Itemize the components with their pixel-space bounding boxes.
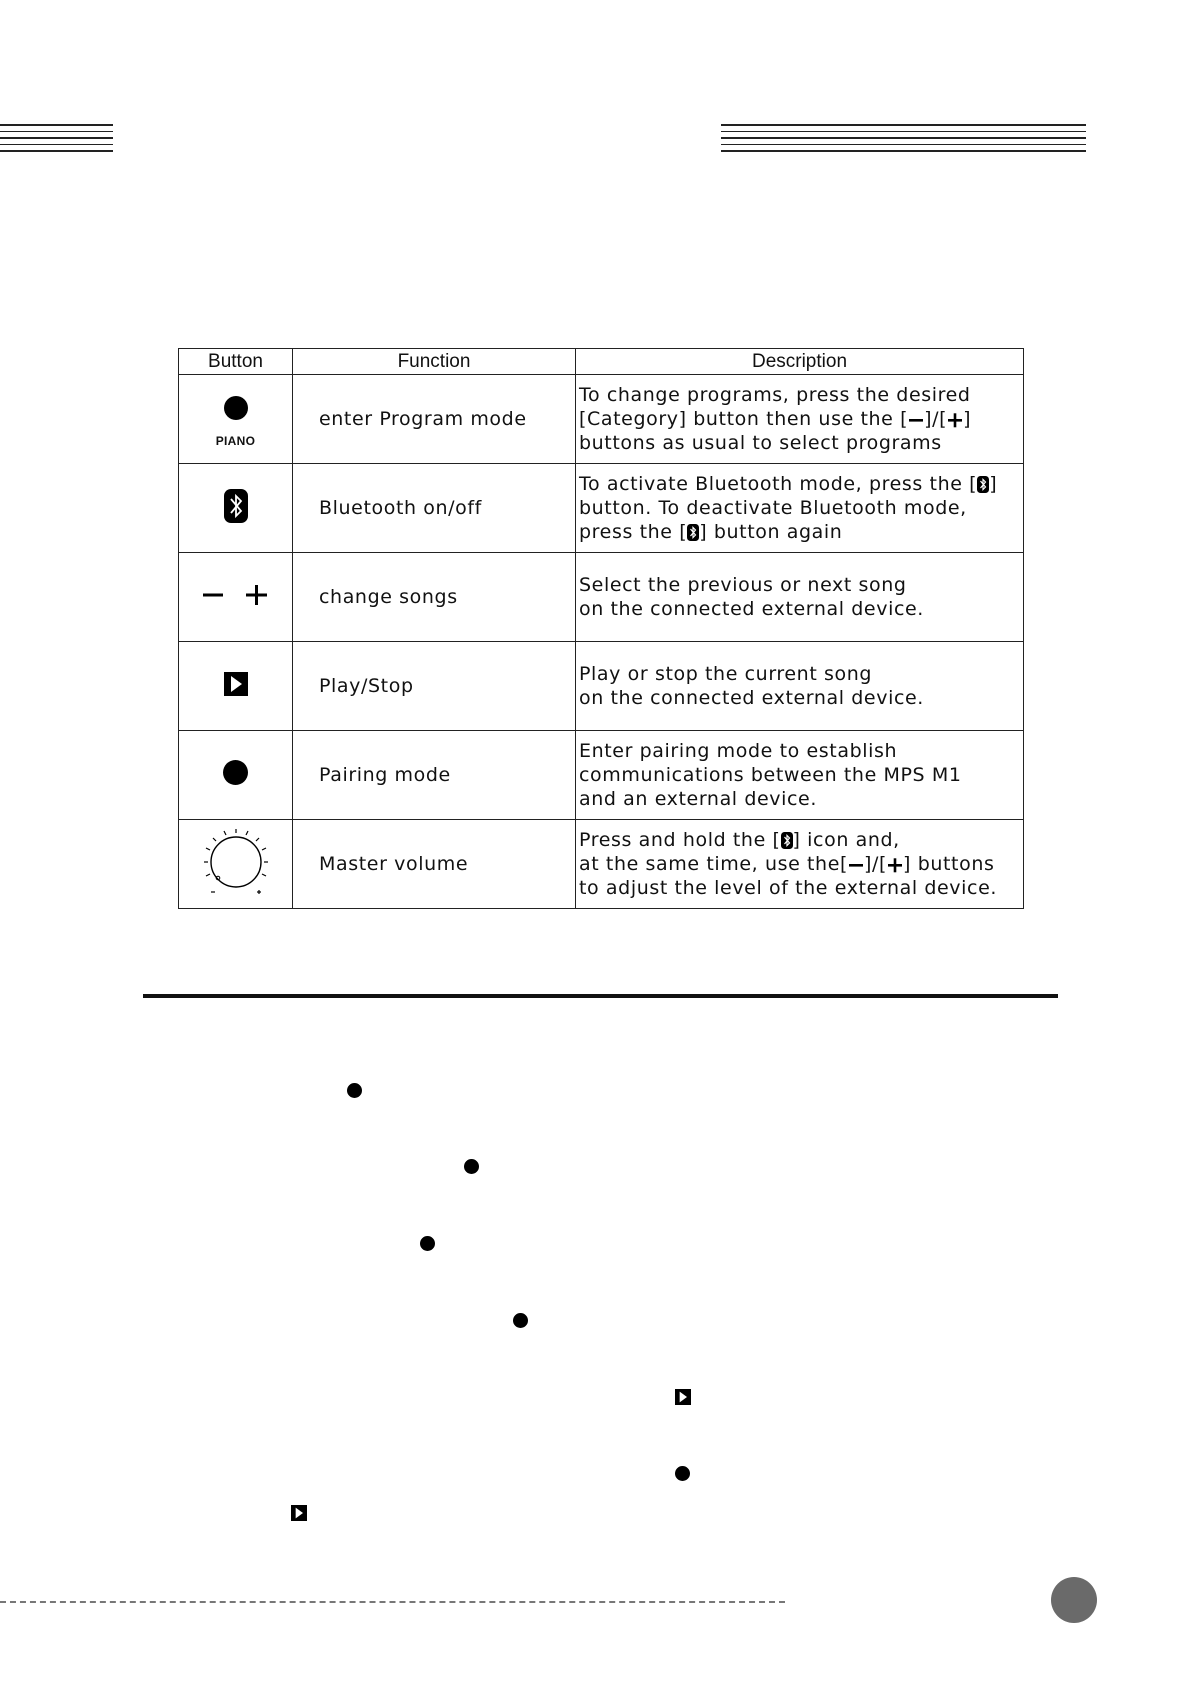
description-line: on the connected external device. bbox=[579, 687, 924, 709]
table-row bbox=[179, 375, 1024, 464]
description-text: at the same time, use the[ bbox=[579, 853, 849, 875]
cell-button bbox=[179, 553, 293, 642]
page-number-circle bbox=[1051, 1577, 1097, 1623]
cell-description bbox=[576, 820, 1024, 909]
table-row bbox=[179, 553, 1024, 642]
cell-button bbox=[179, 642, 293, 731]
plus-icon bbox=[887, 857, 903, 873]
cell-description bbox=[576, 553, 1024, 642]
description-line: on the connected external device. bbox=[579, 598, 924, 620]
description-line: and an external device. bbox=[579, 788, 817, 810]
description-line bbox=[579, 520, 1023, 544]
cell-function: Bluetooth on/off bbox=[293, 464, 576, 553]
table-row bbox=[179, 731, 1024, 820]
cell-function: Pairing mode bbox=[293, 731, 576, 820]
description-text: [Category] button then use the [ bbox=[579, 408, 909, 430]
description-text: ] bbox=[989, 473, 998, 495]
description-line: Play or stop the current song bbox=[579, 663, 873, 685]
description-text: ] buttons bbox=[903, 853, 995, 875]
description-text: To activate Bluetooth mode, press the [ bbox=[579, 473, 978, 495]
cell-function: enter Program mode bbox=[293, 375, 576, 464]
play-stop-icon bbox=[291, 1505, 307, 1521]
section-divider bbox=[143, 994, 1058, 998]
piano-button-dot-icon bbox=[179, 390, 292, 425]
table-row bbox=[179, 820, 1024, 909]
cell-description bbox=[576, 642, 1024, 731]
description-text: ] bbox=[963, 408, 972, 430]
description-line: communications between the MPS M1 bbox=[579, 764, 962, 786]
header-description: Description bbox=[576, 349, 1024, 375]
header-button: Button bbox=[179, 349, 293, 375]
description-text: Press and hold the [ bbox=[579, 829, 781, 851]
header-lines-left bbox=[0, 124, 113, 157]
description-line bbox=[579, 852, 1023, 876]
cell-function: Master volume bbox=[293, 820, 576, 909]
bullet-dot-icon bbox=[464, 1159, 479, 1174]
bluetooth-icon bbox=[977, 475, 989, 494]
minus-icon bbox=[848, 857, 864, 873]
header-lines-right bbox=[721, 124, 1086, 157]
play-stop-icon bbox=[675, 1389, 691, 1405]
minus-icon bbox=[908, 412, 924, 428]
pairing-dot-icon bbox=[223, 760, 248, 785]
bullet-dot-icon bbox=[347, 1083, 362, 1098]
description-line bbox=[579, 472, 1023, 496]
description-line bbox=[579, 407, 1023, 431]
minus-plus-icon bbox=[203, 583, 269, 607]
cell-button bbox=[179, 375, 293, 464]
volume-knob-icon bbox=[200, 826, 272, 898]
cell-description bbox=[576, 731, 1024, 820]
plus-icon bbox=[947, 412, 963, 428]
description-text: ]/[ bbox=[924, 408, 948, 430]
footer-dashed-line bbox=[0, 1601, 785, 1603]
description-text: press the [ bbox=[579, 521, 688, 543]
description-text: ] icon and, bbox=[792, 829, 900, 851]
description-line: Select the previous or next song bbox=[579, 574, 907, 596]
header-function: Function bbox=[293, 349, 576, 375]
table-header-row bbox=[179, 349, 1024, 375]
description-text: ]/[ bbox=[864, 853, 888, 875]
bluetooth-icon bbox=[781, 831, 793, 850]
cell-function: change songs bbox=[293, 553, 576, 642]
bullet-dot-icon bbox=[420, 1236, 435, 1251]
button-function-table bbox=[178, 348, 1024, 909]
description-text: ] button again bbox=[699, 521, 843, 543]
bluetooth-icon bbox=[224, 489, 248, 523]
cell-button bbox=[179, 464, 293, 553]
description-line: buttons as usual to select programs bbox=[579, 432, 942, 454]
description-line: to adjust the level of the external device. bbox=[579, 877, 998, 899]
cell-function: Play/Stop bbox=[293, 642, 576, 731]
bluetooth-icon bbox=[687, 523, 699, 542]
description-line bbox=[579, 828, 1023, 852]
table-row bbox=[179, 642, 1024, 731]
bullet-dot-icon bbox=[675, 1466, 690, 1481]
cell-button bbox=[179, 731, 293, 820]
cell-description bbox=[576, 464, 1024, 553]
bullet-dot-icon bbox=[513, 1313, 528, 1328]
description-line: Enter pairing mode to establish bbox=[579, 740, 898, 762]
cell-description bbox=[576, 375, 1024, 464]
description-line: To change programs, press the desired bbox=[579, 384, 971, 406]
description-line: button. To deactivate Bluetooth mode, bbox=[579, 497, 967, 519]
play-stop-icon bbox=[224, 672, 248, 696]
cell-button bbox=[179, 820, 293, 909]
table-row bbox=[179, 464, 1024, 553]
piano-label: PIANO bbox=[215, 434, 256, 448]
